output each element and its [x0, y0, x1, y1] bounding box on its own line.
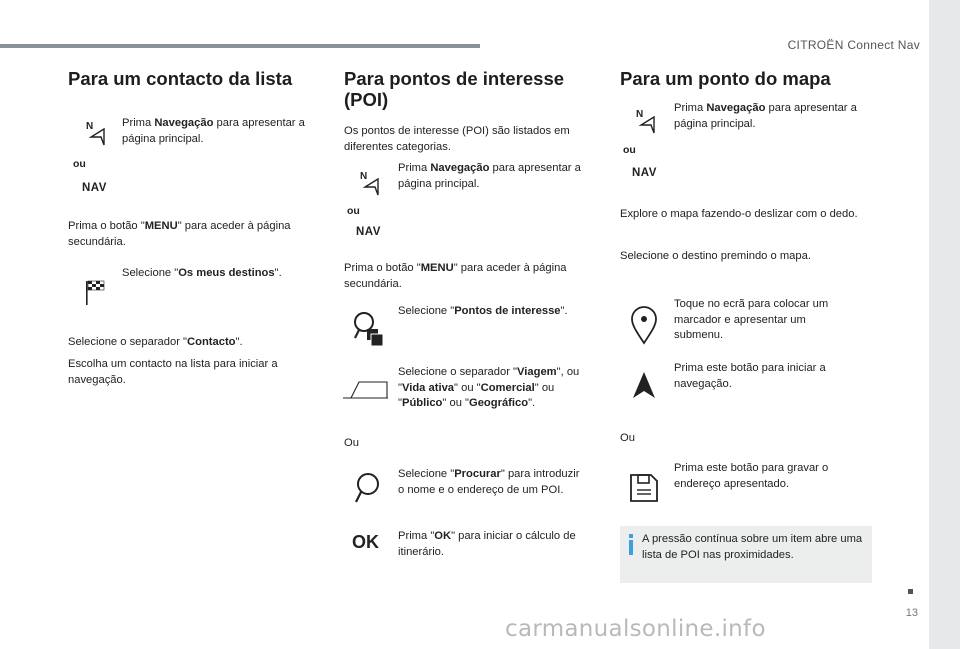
header-rule	[0, 44, 480, 48]
svg-text:N: N	[636, 109, 644, 120]
checkered-flag-icon	[85, 280, 105, 306]
section-title-poi-2: (POI)	[344, 89, 389, 110]
map-marker-icon	[629, 305, 659, 345]
nav-instruction: Prima Navegação para apresentar a página principal.	[398, 162, 581, 190]
nav-button-label: NAV	[356, 226, 381, 238]
ok-instruction: Prima "OK" para iniciar o cálculo de itinerário.	[398, 530, 576, 558]
search-instruction: Selecione "Procurar" para introduzir o nome e o endereço de um POI.	[398, 468, 580, 496]
ok-button-label: OK	[352, 532, 379, 552]
contact-tab-instruction: Selecione o separador "Contacto".	[68, 336, 243, 348]
choose-contact-text: Escolha um contacto na lista para iniciar a navegação.	[68, 358, 278, 386]
page-number: 13	[905, 607, 918, 619]
page-margin-band	[929, 0, 960, 649]
navigation-icon	[636, 108, 658, 134]
or-label: Ou	[620, 432, 635, 444]
save-icon	[629, 473, 659, 503]
nav-instruction: Prima Navegação para apresentar a página principal.	[122, 117, 305, 145]
navigation-icon	[360, 170, 382, 196]
explore-map-text: Explore o mapa fazendo-o deslizar com o dedo.	[620, 208, 858, 220]
svg-text:N: N	[360, 171, 368, 182]
or-label: ou	[623, 144, 636, 156]
page-marker	[908, 589, 913, 594]
or-label: Ou	[344, 437, 359, 449]
start-instruction: Prima este botão para iniciar a navegação.	[674, 362, 826, 390]
or-label: ou	[347, 205, 360, 217]
section-title-poi-1: Para pontos de interesse	[344, 68, 565, 89]
nav-button-label: NAV	[632, 167, 657, 179]
or-label: ou	[73, 158, 86, 170]
svg-text:N: N	[86, 121, 94, 132]
tab-separator-icon	[343, 380, 389, 400]
menu-instruction: Prima o botão "MENU" para aceder à página secundária.	[344, 262, 567, 290]
menu-instruction: Prima o botão "MENU" para aceder à página secundária.	[68, 220, 291, 248]
save-instruction: Prima este botão para gravar o endereço apresentado.	[674, 462, 829, 490]
poi-search-icon	[352, 310, 386, 348]
section-title-contact: Para um contacto da lista	[68, 68, 293, 89]
start-navigation-icon	[631, 370, 657, 400]
tab-instruction: Selecione o separador "Viagem", ou "Vida ativa" ou "Comercial" ou "Público" ou "Geográfico".	[398, 366, 580, 409]
brand-label: CITROËN Connect Nav	[787, 38, 920, 52]
search-icon	[353, 472, 383, 504]
tip-box	[620, 526, 872, 583]
poi-intro: Os pontos de interesse (POI) são listados em diferentes categorias.	[344, 125, 570, 153]
navigation-icon	[86, 120, 108, 146]
select-destination-text: Selecione o destino premindo o mapa.	[620, 250, 811, 262]
nav-instruction: Prima Navegação para apresentar a página principal.	[674, 102, 857, 130]
poi-select-instruction: Selecione "Pontos de interesse".	[398, 305, 568, 317]
marker-instruction: Toque no ecrã para colocar um marcador e apresentar um submenu.	[674, 298, 829, 341]
watermark: carmanualsonline.info	[505, 616, 766, 642]
nav-button-label: NAV	[82, 182, 107, 194]
tip-text: A pressão contínua sobre um item abre uma lista de POI nas proximidades.	[642, 533, 863, 561]
destinations-instruction: Selecione "Os meus destinos".	[122, 267, 282, 279]
info-icon	[626, 534, 636, 556]
section-title-map-point: Para um ponto do mapa	[620, 68, 831, 89]
